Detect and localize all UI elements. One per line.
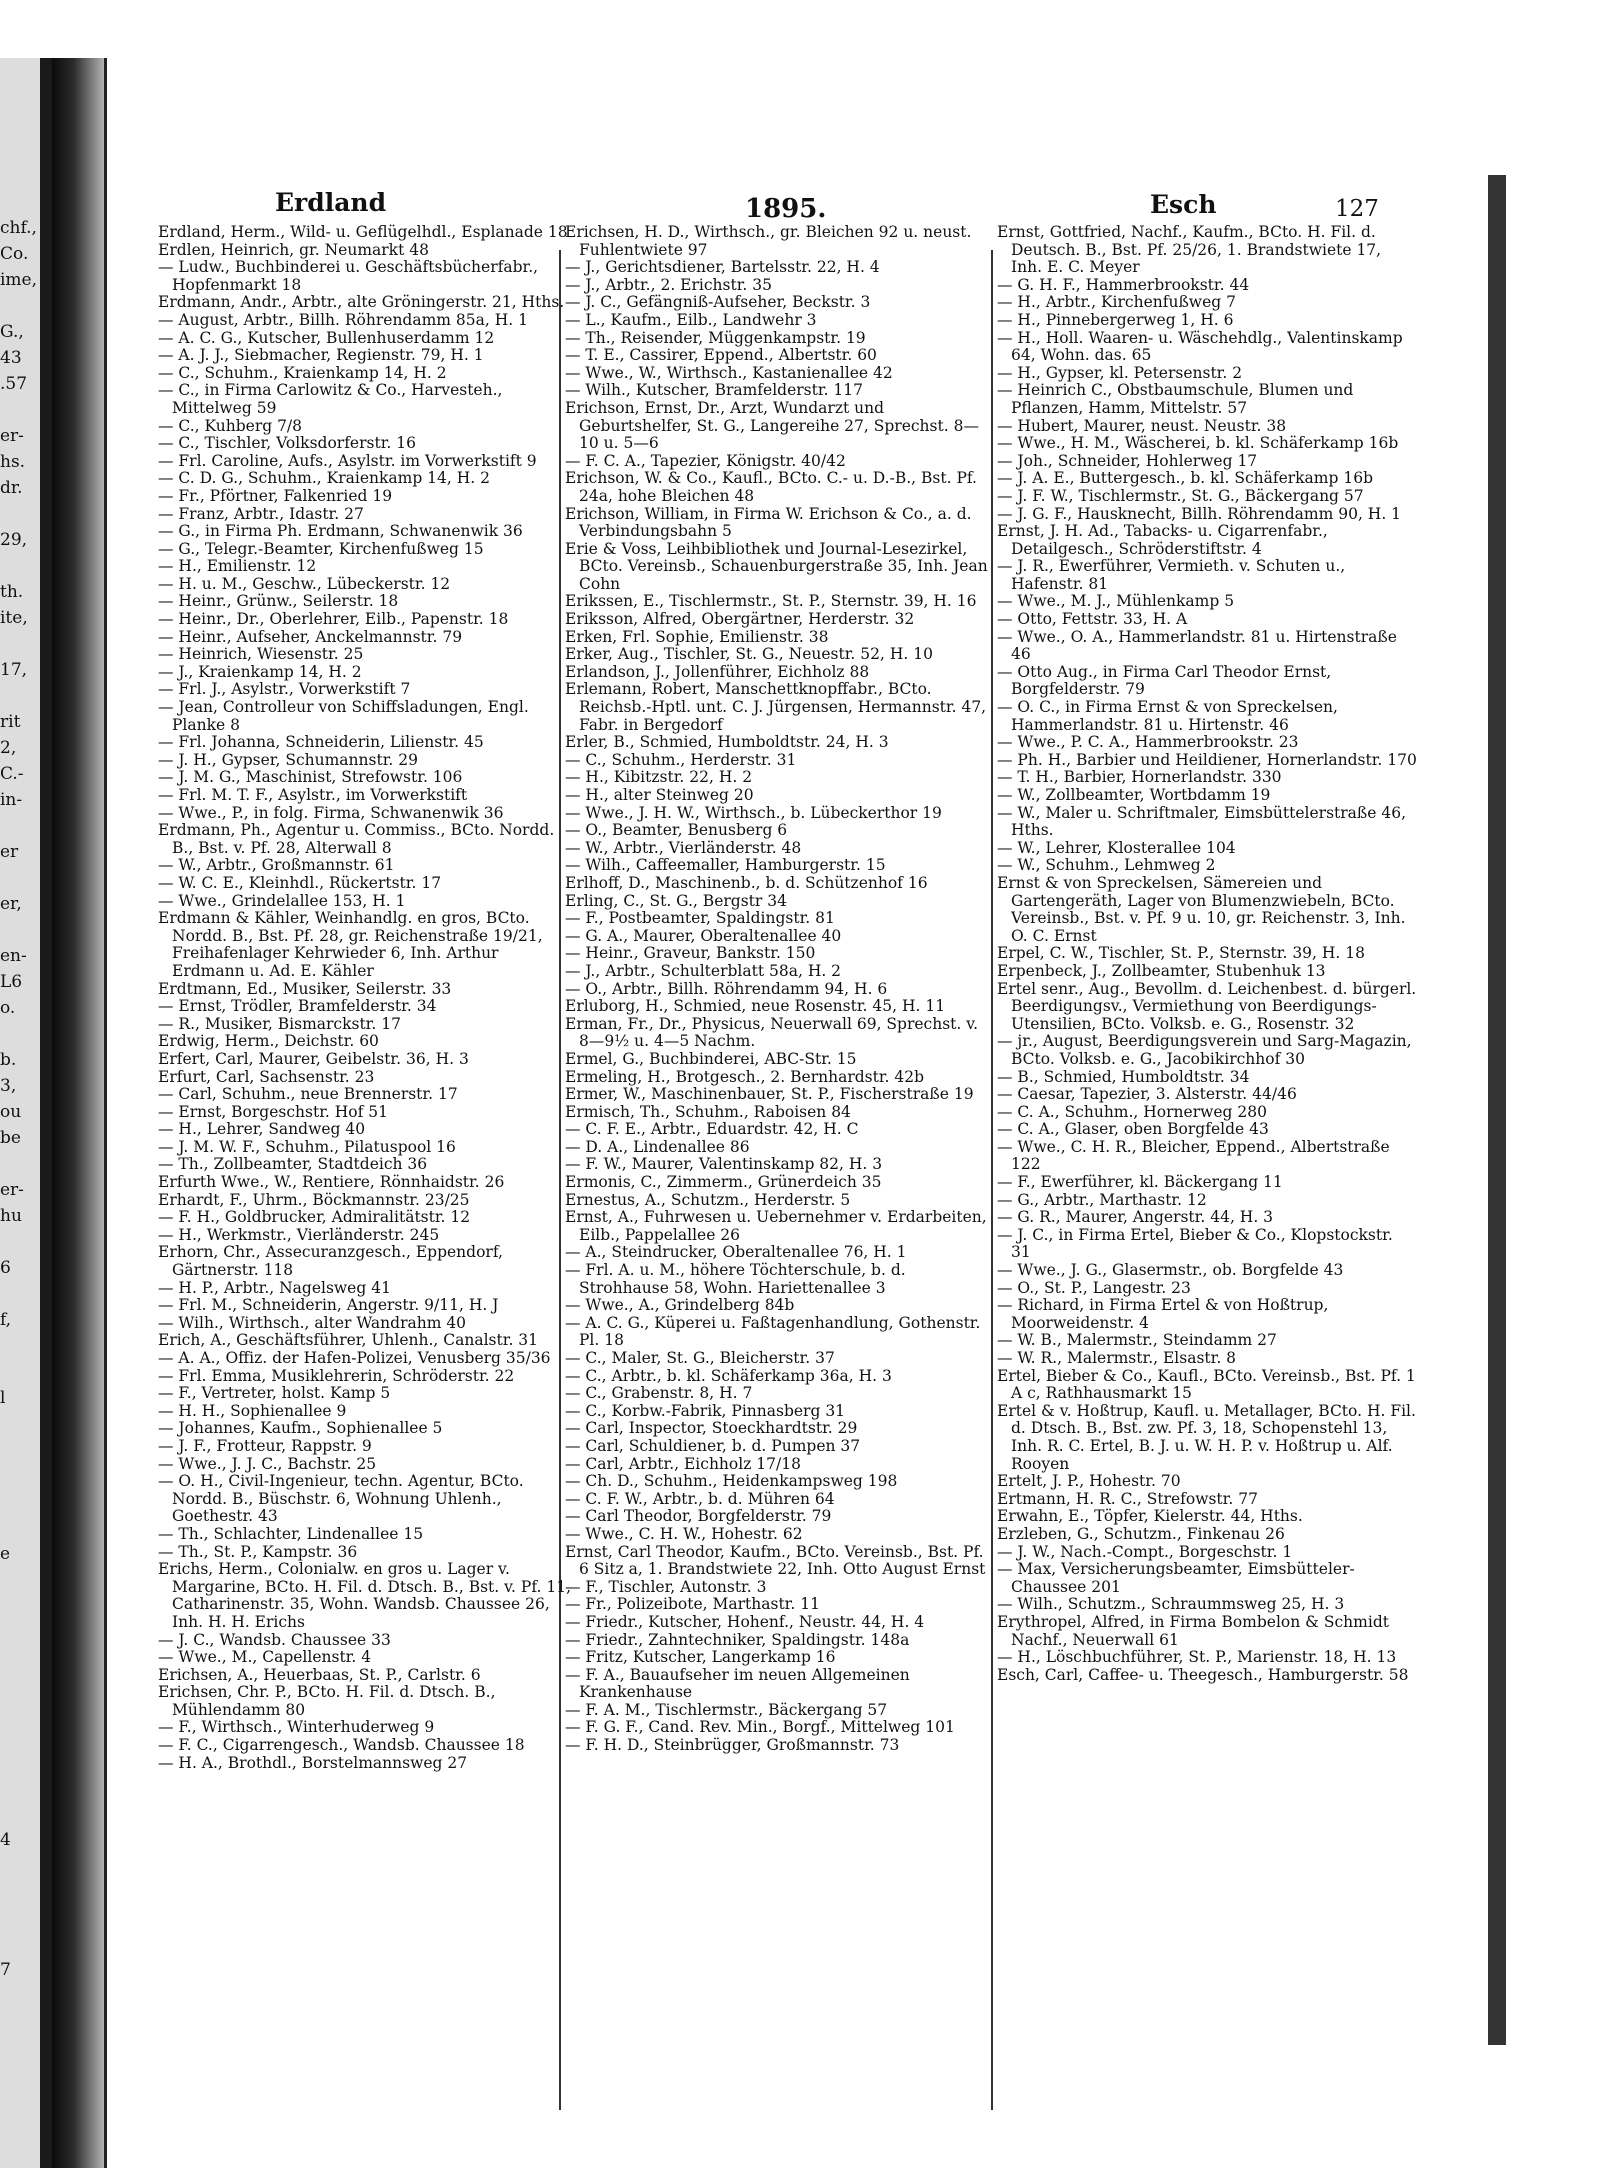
directory-entry: — Friedr., Kutscher, Hohenf., Neustr. 44, H. 4 xyxy=(565,1612,925,1631)
previous-page-fragment: in- xyxy=(0,790,23,810)
directory-entry: — H., Arbtr., Kirchenfußweg 7 xyxy=(997,293,1236,312)
directory-entry: — Friedr., Zahntechniker, Spaldingstr. 148a xyxy=(565,1630,910,1649)
previous-page-fragment xyxy=(0,1645,38,1671)
directory-page xyxy=(130,160,1475,2120)
directory-entry: — G. A., Maurer, Oberaltenallee 40 xyxy=(565,926,842,945)
directory-entry: — Heinrich C., Obstbaumschule, Blumen und Pflanzen, Hamm, Mittelstr. 57 xyxy=(997,381,1354,417)
directory-entry: — Heinr., Aufseher, Anckelmannstr. 79 xyxy=(158,627,463,646)
directory-entry: — Wwe., M., Capellenstr. 4 xyxy=(158,1648,372,1667)
directory-entry: — Wwe., J. G., Glasermstr., ob. Borgfelde 43 xyxy=(997,1261,1344,1280)
directory-entry: — W. R., Malermstr., Elsastr. 8 xyxy=(997,1349,1237,1367)
directory-entry: — Carl, Arbtr., Eichholz 17/18 xyxy=(565,1454,801,1473)
previous-page-fragment xyxy=(0,1775,38,1801)
directory-entry: — Wwe., H. M., Wäscherei, b. kl. Schäferkamp 16b xyxy=(997,434,1399,453)
directory-entry: — H. u. M., Geschw., Lübeckerstr. 12 xyxy=(158,574,451,593)
directory-entry: Erdmann & Kähler, Weinhandlg. en gros, BCto. Nordd. B., Bst. Pf. 28, gr. Reichenstraße 19/21, Freihafenlager Kehrwieder 6, Inh. Arthur Erdmann u. Ad. E. Kähler xyxy=(158,909,543,980)
directory-entry: — J. H., Gypser, Schumannstr. 29 xyxy=(158,750,418,769)
previous-page-fragment: er- xyxy=(0,1180,24,1200)
previous-page-fragment xyxy=(0,1567,38,1593)
directory-entry: — Wwe., A., Grindelberg 84b xyxy=(565,1296,795,1315)
directory-entry: — H., Werkmstr., Vierländerstr. 245 xyxy=(158,1225,440,1244)
directory-entry: — F., Wirthsch., Winterhuderweg 9 xyxy=(158,1718,435,1737)
directory-entry: — Carl, Schuhm., neue Brennerstr. 17 xyxy=(158,1085,458,1104)
directory-entry: — W., Arbtr., Vierländerstr. 48 xyxy=(565,838,802,857)
directory-entry: — B., Schmied, Humboldtstr. 34 xyxy=(997,1067,1250,1086)
directory-entry: — H., Emilienstr. 12 xyxy=(158,557,317,576)
previous-page-fragment: 2, xyxy=(0,738,17,758)
previous-page-fragment: be xyxy=(0,1128,21,1148)
directory-entry: — Carl, Inspector, Stoeckhardtstr. 29 xyxy=(565,1419,858,1438)
directory-entry: — G., in Firma Ph. Erdmann, Schwanenwik 36 xyxy=(158,522,523,541)
directory-entry: — F. A. M., Tischlermstr., Bäckergang 57 xyxy=(565,1700,888,1719)
directory-entry: — Carl Theodor, Borgfelderstr. 79 xyxy=(565,1507,832,1526)
directory-entry: — A., Steindrucker, Oberaltenallee 76, H. 1 xyxy=(565,1243,907,1262)
previous-page-fragment: .57 xyxy=(0,374,28,394)
directory-entry: — O., St. P., Langestr. 23 xyxy=(997,1278,1191,1297)
previous-page-fragment xyxy=(0,683,38,709)
directory-entry: — Ernst, Borgeschstr. Hof 51 xyxy=(158,1102,388,1121)
page-right-edge xyxy=(1488,175,1506,2045)
directory-entry: — O., Arbtr., Billh. Röhrendamm 94, H. 6 xyxy=(565,979,888,998)
directory-entry: — F. W., Maurer, Valentinskamp 82, H. 3 xyxy=(565,1155,883,1174)
directory-entry: — C. A., Glaser, oben Borgfelde 43 xyxy=(997,1120,1269,1139)
previous-page-fragment: ime, xyxy=(0,270,38,290)
directory-entry: — F., Postbeamter, Spaldingstr. 81 xyxy=(565,909,835,928)
directory-entry: — O., Beamter, Benusberg 6 xyxy=(565,821,788,840)
directory-entry: — O. H., Civil-Ingenieur, techn. Agentur, BCto. Nordd. B., Büschstr. 6, Wohnung Uhlenh., Goethestr. 43 xyxy=(158,1472,524,1526)
directory-entry: — Ph. H., Barbier und Heildiener, Hornerlandstr. 170 xyxy=(997,750,1417,769)
directory-entry: — J. C., Gefängniß-Aufseher, Beckstr. 3 xyxy=(565,293,871,312)
previous-page-fragment xyxy=(0,1333,38,1359)
previous-page-fragment xyxy=(0,1853,38,1879)
directory-entry: — H., Gypser, kl. Petersenstr. 2 xyxy=(997,363,1243,382)
previous-page-fragment: o. xyxy=(0,998,16,1018)
directory-entry: — H., Lehrer, Sandweg 40 xyxy=(158,1120,366,1139)
directory-entry: — T. E., Cassirer, Eppend., Albertstr. 60 xyxy=(565,346,877,365)
previous-page-fragment: e xyxy=(0,1544,11,1564)
directory-entry: — J. F., Frotteur, Rappstr. 9 xyxy=(158,1436,372,1455)
directory-entry: Ernst, Carl Theodor, Kaufm., BCto. Vereinsb., Bst. Pf. 6 Sitz a, 1. Brandstwiete 22, Inh. Otto August Ernst xyxy=(565,1542,986,1579)
directory-entry: Erhorn, Chr., Assecuranzgesch., Eppendorf, Gärtnerstr. 118 xyxy=(158,1243,503,1280)
directory-entry: — Wwe., M. J., Mühlenkamp 5 xyxy=(997,592,1235,611)
directory-entry: — Wwe., C. H. R., Bleicher, Eppend., Albertstraße 122 xyxy=(997,1137,1390,1174)
directory-entry: Erler, B., Schmied, Humboldtstr. 24, H. 3 xyxy=(565,733,889,752)
directory-entry: Ernst, J. H. Ad., Tabacks- u. Cigarrenfabr., Detailgesch., Schröderstiftstr. 4 xyxy=(997,522,1328,558)
directory-entry: — C., Schuhm., Kraienkamp 14, H. 2 xyxy=(158,363,447,382)
directory-entry: Erzleben, G., Schutzm., Finkenau 26 xyxy=(997,1524,1285,1543)
directory-entry: — Carl, Schuldiener, b. d. Pumpen 37 xyxy=(565,1436,861,1455)
directory-entry: Erman, Fr., Dr., Physicus, Neuerwall 69, Sprechst. v. 8—9½ u. 4—5 Nachm. xyxy=(565,1014,979,1051)
directory-entry: — Caesar, Tapezier, 3. Alsterstr. 44/46 xyxy=(997,1085,1297,1104)
directory-entry: — G. H. F., Hammerbrookstr. 44 xyxy=(997,275,1250,294)
directory-entry: — F. C. A., Tapezier, Königstr. 40/42 xyxy=(565,451,846,470)
directory-entry: — G. R., Maurer, Angerstr. 44, H. 3 xyxy=(997,1208,1274,1227)
binding-shadow xyxy=(40,58,52,2168)
directory-entry: Erichson, Ernst, Dr., Arzt, Wundarzt und Geburtshelfer, St. G., Langereihe 27, Sprechst. 8—10 u. 5—6 xyxy=(565,398,979,453)
directory-entry: — W. B., Malermstr., Steindamm 27 xyxy=(997,1331,1277,1350)
directory-entry: Erdland, Herm., Wild- u. Geflügelhdl., Esplanade 18 xyxy=(158,223,568,241)
directory-entry: Erluborg, H., Schmied, neue Rosenstr. 45, H. 11 xyxy=(565,997,946,1016)
directory-entry: Erlandson, J., Jollenführer, Eichholz 88 xyxy=(565,662,870,681)
previous-page-fragment xyxy=(0,865,38,891)
directory-entry: Erikssen, E., Tischlermstr., St. P., Sternstr. 39, H. 16 xyxy=(565,592,977,611)
directory-entry: — Frl. Caroline, Aufs., Asylstr. im Vorwerkstift 9 xyxy=(158,451,537,470)
header-right-keyword: Esch xyxy=(1150,190,1217,219)
previous-page-fragment xyxy=(0,397,38,423)
directory-entry: — Th., Zollbeamter, Stadtdeich 36 xyxy=(158,1155,428,1174)
directory-entry: — F., Tischler, Autonstr. 3 xyxy=(565,1577,767,1596)
directory-entry: — R., Musiker, Bismarckstr. 17 xyxy=(158,1014,401,1033)
directory-entry: Erpenbeck, J., Zollbeamter, Stubenhuk 13 xyxy=(997,961,1326,980)
directory-entry: Erichsen, A., Heuerbaas, St. P., Carlstr. 6 xyxy=(158,1665,481,1684)
directory-entry: Erdmann, Andr., Arbtr., alte Gröningerstr. 21, Hths. xyxy=(158,293,565,312)
directory-entry: Erdtmann, Ed., Musiker, Seilerstr. 33 xyxy=(158,979,452,998)
directory-entry: — Wwe., P. C. A., Hammerbrookstr. 23 xyxy=(997,733,1299,752)
directory-entry: — H., Kibitzstr. 22, H. 2 xyxy=(565,768,753,787)
directory-entry: — Ernst, Trödler, Bramfelderstr. 34 xyxy=(158,997,437,1016)
previous-page-fragment xyxy=(0,1229,38,1255)
previous-page-fragment xyxy=(0,553,38,579)
directory-entry: — H., Holl. Waaren- u. Wäschehdlg., Valentinskamp 64, Wohn. das. 65 xyxy=(997,328,1403,365)
previous-page-fragment xyxy=(0,501,38,527)
directory-entry: — F. G. F., Cand. Rev. Min., Borgf., Mittelweg 101 xyxy=(565,1718,955,1737)
previous-page-fragment: dr. xyxy=(0,478,23,498)
page-number: 127 xyxy=(1335,196,1379,222)
directory-entry: Erlhoff, D., Maschinenb., b. d. Schützenhof 16 xyxy=(565,873,928,892)
directory-entry: — A. A., Offiz. der Hafen-Polizei, Venusberg 35/36 xyxy=(158,1349,551,1367)
directory-entry: Erpel, C. W., Tischler, St. P., Sternstr. 39, H. 18 xyxy=(997,944,1365,963)
directory-entry: — Wwe., J. H. W., Wirthsch., b. Lübeckerthor 19 xyxy=(565,803,942,822)
directory-entry: — Frl. Emma, Musiklehrerin, Schröderstr. 22 xyxy=(158,1366,515,1385)
previous-page-fragment: G., xyxy=(0,322,24,342)
directory-entry: Ermisch, Th., Schuhm., Raboisen 84 xyxy=(565,1102,851,1121)
directory-entry: — C., Grabenstr. 8, H. 7 xyxy=(565,1384,753,1403)
directory-entry: — Fritz, Kutscher, Langerkamp 16 xyxy=(565,1648,836,1667)
previous-page-fragment: er xyxy=(0,842,19,862)
previous-page-fragment: 29, xyxy=(0,530,28,550)
directory-entry: Ertel, Bieber & Co., Kaufl., BCto. Vereinsb., Bst. Pf. 1 A c, Rathhausmarkt 15 xyxy=(997,1366,1416,1403)
directory-entry: Erlemann, Robert, Manschettknopffabr., BCto. Reichsb.-Hptl. unt. C. J. Jürgensen, Hermannstr. 47, Fabr. in Bergedorf xyxy=(565,680,987,734)
directory-entry: — O. C., in Firma Ernst & von Spreckelsen, Hammerlandstr. 81 u. Hirtenstr. 46 xyxy=(997,698,1338,734)
previous-page-fragment xyxy=(0,1021,38,1047)
directory-entry: Ermonis, C., Zimmerm., Grünerdeich 35 xyxy=(565,1173,882,1192)
previous-page-fragment: 17, xyxy=(0,660,28,680)
directory-entry: — F. H., Goldbrucker, Admiralitätstr. 12 xyxy=(158,1208,471,1227)
previous-page-fragment: 4 xyxy=(0,1830,11,1850)
previous-page-fragment xyxy=(0,1281,38,1307)
directory-entry: — Otto Aug., in Firma Carl Theodor Ernst, Borgfelderstr. 79 xyxy=(997,662,1332,699)
directory-entry: Erker, Aug., Tischler, St. G., Neuestr. 52, H. 10 xyxy=(565,645,933,664)
previous-page-fragment xyxy=(0,1151,38,1177)
directory-entry: — Frl. J., Asylstr., Vorwerkstift 7 xyxy=(158,680,411,699)
directory-entry: — Richard, in Firma Ertel & von Hoßtrup, Moorweidenstr. 4 xyxy=(997,1296,1329,1332)
directory-entry: Erichs, Herm., Colonialw. en gros u. Lager v. Margarine, BCto. H. Fil. d. Dtsch. B., Bst. v. Pf. 11, Catharinenstr. 35, Wohn. Wandsb. Chaussee 26, Inh. H. H. Erichs xyxy=(158,1560,572,1631)
directory-entry: — G., Telegr.-Beamter, Kirchenfußweg 15 xyxy=(158,539,484,558)
directory-entry: — A. J. J., Siebmacher, Regienstr. 79, H. 1 xyxy=(158,346,484,365)
directory-entry: Erichsen, H. D., Wirthsch., gr. Bleichen 92 u. neust. Fuhlentwiete 97 xyxy=(565,223,972,259)
previous-page-fragment xyxy=(0,293,38,319)
directory-entry: Erythropel, Alfred, in Firma Bombelon & Schmidt Nachf., Neuerwall 61 xyxy=(997,1612,1389,1649)
previous-page-fragment xyxy=(0,1437,38,1463)
directory-entry: — J., Gerichtsdiener, Bartelsstr. 22, H. 4 xyxy=(565,258,880,277)
previous-page-fragment: Co. xyxy=(0,244,29,264)
directory-entry: — Johannes, Kaufm., Sophienallee 5 xyxy=(158,1419,443,1438)
previous-page-fragment: l xyxy=(0,1388,6,1408)
directory-entry: — J. M. W. F., Schuhm., Pilatuspool 16 xyxy=(158,1137,456,1156)
directory-entry: — Wwe., Grindelallee 153, H. 1 xyxy=(158,891,406,910)
directory-entry: — W., Maler u. Schriftmaler, Eimsbüttelerstraße 46, Hths. xyxy=(997,803,1407,840)
directory-entry: — Wwe., O. A., Hammerlandstr. 81 u. Hirtenstraße 46 xyxy=(997,627,1397,664)
previous-page-fragment: rit xyxy=(0,712,21,732)
directory-entry: — L., Kaufm., Eilb., Landwehr 3 xyxy=(565,310,817,329)
directory-entry: — Wilh., Wirthsch., alter Wandrahm 40 xyxy=(158,1313,467,1332)
previous-page-fragment: 7 xyxy=(0,1960,11,1980)
previous-page-fragment: f, xyxy=(0,1310,12,1330)
directory-entry: — H. P., Arbtr., Nagelsweg 41 xyxy=(158,1278,391,1297)
directory-entry: — C., Tischler, Volksdorferstr. 16 xyxy=(158,434,416,453)
previous-page-fragment: ite, xyxy=(0,608,28,628)
directory-entry: — C., Kuhberg 7/8 xyxy=(158,416,303,435)
previous-page-fragment xyxy=(0,1489,38,1515)
directory-entry: — Wwe., C. H. W., Hohestr. 62 xyxy=(565,1524,803,1543)
directory-entry: Erichson, W. & Co., Kaufl., BCto. C.- u. D.-B., Bst. Pf. 24a, hohe Bleichen 48 xyxy=(565,469,977,505)
directory-entry: — W., Lehrer, Klosterallee 104 xyxy=(997,838,1236,857)
directory-entry: — Wwe., J. J. C., Bachstr. 25 xyxy=(158,1454,377,1473)
directory-entry: — F. C., Cigarrengesch., Wandsb. Chaussee 18 xyxy=(158,1736,525,1755)
directory-entry: — Frl. A. u. M., höhere Töchterschule, b. d. Strohhause 58, Wohn. Hariettenallee 3 xyxy=(565,1261,906,1297)
directory-entry: — C., Arbtr., b. kl. Schäferkamp 36a, H. 3 xyxy=(565,1366,892,1385)
directory-entry: — W., Arbtr., Großmannstr. 61 xyxy=(158,856,395,875)
directory-entry: Erie & Voss, Leihbibliothek und Journal-Lesezirkel, BCto. Vereinsb., Schauenburgerstraße 35, Inh. Jean Cohn xyxy=(565,539,988,593)
previous-page-fragment: ou xyxy=(0,1102,22,1122)
previous-page-fragments xyxy=(0,215,38,1983)
previous-page-fragment xyxy=(0,1593,38,1619)
previous-page-fragment: hu xyxy=(0,1206,22,1226)
directory-entry: — Th., Schlachter, Lindenallee 15 xyxy=(158,1524,424,1543)
directory-entry: — C. F. E., Arbtr., Eduardstr. 42, H. C xyxy=(565,1120,859,1139)
directory-entry: — W. C. E., Kleinhdl., Rückertstr. 17 xyxy=(158,873,442,892)
directory-entry: Erdlen, Heinrich, gr. Neumarkt 48 xyxy=(158,240,429,259)
directory-entry: — Heinr., Grünw., Seilerstr. 18 xyxy=(158,592,399,611)
directory-entry: — Frl. M. T. F., Asylstr., im Vorwerkstift xyxy=(158,786,468,804)
directory-entry: Ertel & v. Hoßtrup, Kaufl. u. Metallager, BCto. H. Fil. d. Dtsch. B., Bst. zw. Pf. 3, 18, Schopenstehl 13, Inh. R. C. Ertel, B. J. u. W. H. P. v. Hoßtrup u. Alf. Rooyen xyxy=(997,1401,1416,1473)
directory-entry: — J. A. E., Buttergesch., b. kl. Schäferkamp 16b xyxy=(997,469,1373,488)
directory-entry: Erich, A., Geschäftsführer, Uhlenh., Canalstr. 31 xyxy=(158,1331,539,1350)
directory-entry: Erfurth Wwe., W., Rentiere, Rönnhaidstr. 26 xyxy=(158,1173,505,1192)
directory-entry: — Heinr., Dr., Oberlehrer, Eilb., Papenstr. 18 xyxy=(158,610,509,629)
previous-page-fragment xyxy=(0,1359,38,1385)
column-2 xyxy=(565,224,990,1755)
previous-page-fragment: b. xyxy=(0,1050,17,1070)
directory-entry: Erfert, Carl, Maurer, Geibelstr. 36, H. 3 xyxy=(158,1049,469,1068)
directory-entry: — Wwe., P., in folg. Firma, Schwanenwik 36 xyxy=(158,803,504,822)
directory-entry: — C., Korbw.-Fabrik, Pinnasberg 31 xyxy=(565,1401,846,1420)
directory-entry: Ernst, Gottfried, Nachf., Kaufm., BCto. H. Fil. d. Deutsch. B., Bst. Pf. 25/26, 1. Brandstwiete 17, Inh. E. C. Meyer xyxy=(997,223,1382,277)
directory-entry: Ertelt, J. P., Hohestr. 70 xyxy=(997,1472,1181,1491)
directory-entry: — J. C., in Firma Ertel, Bieber & Co., Klopstockstr. 31 xyxy=(997,1225,1393,1262)
directory-entry: Erwahn, E., Töpfer, Kielerstr. 44, Hths. xyxy=(997,1507,1303,1526)
directory-entry: Erdwig, Herm., Deichstr. 60 xyxy=(158,1032,379,1051)
header-left-keyword: Erdland xyxy=(275,188,387,217)
previous-page-fragment xyxy=(0,1515,38,1541)
previous-page-fragment xyxy=(0,1619,38,1645)
directory-entry: — J. F. W., Tischlermstr., St. G., Bäckergang 57 xyxy=(997,486,1364,505)
directory-entry: — A. C. G., Küperei u. Faßtagenhandlung, Gothenstr. Pl. 18 xyxy=(565,1313,981,1350)
previous-page-fragment xyxy=(0,1697,38,1723)
directory-entry: — Th., Reisender, Müggenkampstr. 19 xyxy=(565,328,866,347)
directory-entry: — D. A., Lindenallee 86 xyxy=(565,1137,750,1156)
directory-entry: — F. H. D., Steinbrügger, Großmannstr. 73 xyxy=(565,1736,900,1755)
previous-page-fragment xyxy=(0,1749,38,1775)
directory-entry: — Wilh., Kutscher, Bramfelderstr. 117 xyxy=(565,381,864,400)
previous-page-fragment xyxy=(0,813,38,839)
previous-page-fragment: 43 xyxy=(0,348,22,368)
book-gutter xyxy=(52,58,106,2168)
directory-entry: — Wilh., Caffeemaller, Hamburgerstr. 15 xyxy=(565,856,886,875)
previous-page-fragment: 6 xyxy=(0,1258,11,1278)
directory-entry: — C. F. W., Arbtr., b. d. Mühren 64 xyxy=(565,1489,835,1508)
previous-page-fragment: er, xyxy=(0,894,22,914)
gutter-line xyxy=(104,58,107,2168)
directory-entry: — Franz, Arbtr., Idastr. 27 xyxy=(158,504,364,523)
directory-entry: — J. M. G., Maschinist, Strefowstr. 106 xyxy=(158,768,463,787)
previous-page-fragment xyxy=(0,1931,38,1957)
directory-entry: Ermel, G., Buchbinderei, ABC-Str. 15 xyxy=(565,1049,857,1068)
directory-entry: — J. C., Wandsb. Chaussee 33 xyxy=(158,1630,391,1649)
previous-page-fragment xyxy=(0,1463,38,1489)
previous-page-fragment xyxy=(0,1411,38,1437)
directory-entry: — H., Pinnebergerweg 1, H. 6 xyxy=(997,310,1234,329)
directory-entry: — Heinrich, Wiesenstr. 25 xyxy=(158,645,364,664)
previous-page-fragment xyxy=(0,1671,38,1697)
previous-page-fragment: L6 xyxy=(0,972,23,992)
directory-entry: Ermer, W., Maschinenbauer, St. P., Fischerstraße 19 xyxy=(565,1085,974,1104)
directory-entry: — Heinr., Graveur, Bankstr. 150 xyxy=(565,944,816,963)
directory-entry: Esch, Carl, Caffee- u. Theegesch., Hamburgerstr. 58 xyxy=(997,1665,1409,1684)
directory-entry: Erdmann, Ph., Agentur u. Commiss., BCto. Nordd. B., Bst. v. Pf. 28, Alterwall 8 xyxy=(158,821,555,857)
directory-entry: Ertmann, H. R. C., Strefowstr. 77 xyxy=(997,1489,1258,1508)
directory-entry: — C., Maler, St. G., Bleicherstr. 37 xyxy=(565,1349,835,1367)
directory-entry: — J. G. F., Hausknecht, Billh. Röhrendamm 90, H. 1 xyxy=(997,504,1402,523)
directory-entry: — C., Schuhm., Herderstr. 31 xyxy=(565,750,797,769)
previous-page-fragment: en- xyxy=(0,946,27,966)
directory-entry: Erichson, William, in Firma W. Erichson & Co., a. d. Verbindungsbahn 5 xyxy=(565,504,972,541)
previous-page-fragment xyxy=(0,1723,38,1749)
previous-page-fragment: C.- xyxy=(0,764,24,784)
directory-entry: — H., alter Steinweg 20 xyxy=(565,786,754,804)
page-header xyxy=(130,160,1475,224)
previous-page-fragment xyxy=(0,1801,38,1827)
directory-entry: Erfurt, Carl, Sachsenstr. 23 xyxy=(158,1067,375,1086)
directory-entry: — C., in Firma Carlowitz & Co., Harvesteh., Mittelweg 59 xyxy=(158,381,503,417)
directory-entry: Erhardt, F., Uhrm., Böckmannstr. 23/25 xyxy=(158,1190,470,1209)
directory-entry: Ermeling, H., Brotgesch., 2. Bernhardstr. 42b xyxy=(565,1067,925,1086)
directory-entry: — Frl. Johanna, Schneiderin, Lilienstr. 45 xyxy=(158,733,484,752)
directory-entry: — Fr., Pförtner, Falkenried 19 xyxy=(158,486,393,505)
directory-entry: Erken, Frl. Sophie, Emilienstr. 38 xyxy=(565,627,829,646)
directory-entry: — F., Ewerführer, kl. Bäckergang 11 xyxy=(997,1173,1283,1192)
previous-page-fragment xyxy=(0,1879,38,1905)
previous-page-fragment: er- xyxy=(0,426,24,446)
directory-entry: — F., Vertreter, holst. Kamp 5 xyxy=(158,1384,391,1403)
previous-page-fragment: chf., xyxy=(0,218,37,238)
directory-entry: — J., Kraienkamp 14, H. 2 xyxy=(158,662,362,681)
previous-page-fragment: hs. xyxy=(0,452,26,472)
directory-entry: — Joh., Schneider, Hohlerweg 17 xyxy=(997,451,1258,470)
directory-entry: — Hubert, Maurer, neust. Neustr. 38 xyxy=(997,416,1287,435)
directory-entry: — Ludw., Buchbinderei u. Geschäftsbücherfabr., Hopfenmarkt 18 xyxy=(158,258,539,294)
previous-page-fragment xyxy=(0,631,38,657)
directory-entry: — Ch. D., Schuhm., Heidenkampsweg 198 xyxy=(565,1472,898,1491)
directory-entry: Ernst, A., Fuhrwesen u. Uebernehmer v. Erdarbeiten, Eilb., Pappelallee 26 xyxy=(565,1208,987,1244)
previous-page-fragment: 3, xyxy=(0,1076,17,1096)
directory-entry: — Frl. M., Schneiderin, Angerstr. 9/11, H. J xyxy=(158,1296,499,1315)
directory-entry: — Jean, Controlleur von Schiffsladungen, Engl. Planke 8 xyxy=(158,698,529,734)
column-divider xyxy=(991,250,993,2110)
directory-entry: — G., Arbtr., Marthastr. 12 xyxy=(997,1190,1207,1209)
directory-entry: — Wilh., Schutzm., Schraummsweg 25, H. 3 xyxy=(997,1595,1345,1614)
directory-entry: Ernestus, A., Schutzm., Herderstr. 5 xyxy=(565,1190,851,1209)
directory-entry: — A. C. G., Kutscher, Bullenhuserdamm 12 xyxy=(158,328,495,347)
previous-page-fragment: th. xyxy=(0,582,24,602)
directory-entry: — jr., August, Beerdigungsverein und Sarg-Magazin, BCto. Volksb. e. G., Jacobikirchhof 30 xyxy=(997,1032,1412,1068)
directory-entry: Ertel senr., Aug., Bevollm. d. Leichenbest. d. bürgerl. Beerdigungsv., Vermiethung von Beerdigungs-Utensilien, BCto. Volksb. e. G., Rosenstr. 32 xyxy=(997,979,1417,1033)
directory-entry: — J., Arbtr., 2. Erichstr. 35 xyxy=(565,275,772,294)
directory-entry: Eriksson, Alfred, Obergärtner, Herderstr. 32 xyxy=(565,610,915,629)
directory-entry: — H., Löschbuchführer, St. P., Marienstr. 18, H. 13 xyxy=(997,1648,1397,1667)
directory-entry: — F. A., Bauaufseher im neuen Allgemeinen Krankenhause xyxy=(565,1665,910,1702)
directory-entry: — H. A., Brothdl., Borstelmannsweg 27 xyxy=(158,1753,468,1772)
directory-entry: Erling, C., St. G., Bergstr 34 xyxy=(565,891,787,910)
directory-entry: — August, Arbtr., Billh. Röhrendamm 85a, H. 1 xyxy=(158,310,528,329)
directory-entry: — J., Arbtr., Schulterblatt 58a, H. 2 xyxy=(565,961,842,980)
column-3 xyxy=(997,224,1417,1684)
header-year: 1895. xyxy=(745,194,827,224)
directory-entry: Ernst & von Spreckelsen, Sämereien und Gartengeräth, Lager von Blumenzwiebeln, BCto. Vereinsb., Bst. v. Pf. 9 u. 10, gr. Reichenstr. 3, Inh. O. C. Ernst xyxy=(997,873,1406,945)
directory-entry: — C. A., Schuhm., Hornerweg 280 xyxy=(997,1102,1267,1121)
directory-entry: — J. R., Ewerführer, Vermieth. v. Schuten u., Hafenstr. 81 xyxy=(997,557,1346,593)
directory-entry: — T. H., Barbier, Hornerlandstr. 330 xyxy=(997,768,1282,787)
directory-entry: — H. H., Sophienallee 9 xyxy=(158,1401,347,1420)
directory-entry: — W., Zollbeamter, Wortbdamm 19 xyxy=(997,786,1271,804)
directory-entry: — W., Schuhm., Lehmweg 2 xyxy=(997,856,1216,875)
previous-page-fragment xyxy=(0,917,38,943)
previous-page-fragment xyxy=(0,1905,38,1931)
directory-entry: — Otto, Fettstr. 33, H. A xyxy=(997,610,1188,629)
directory-entry: — Max, Versicherungsbeamter, Eimsbütteler-Chaussee 201 xyxy=(997,1560,1355,1596)
directory-entry: — Wwe., W., Wirthsch., Kastanienallee 42 xyxy=(565,363,893,382)
directory-entry: Erichsen, Chr. P., BCto. H. Fil. d. Dtsch. B., Mühlendamm 80 xyxy=(158,1683,496,1719)
directory-entry: — C. D. G., Schuhm., Kraienkamp 14, H. 2 xyxy=(158,469,490,488)
column-1 xyxy=(158,224,573,1772)
directory-entry: — J. W., Nach.-Compt., Borgeschstr. 1 xyxy=(997,1542,1293,1561)
directory-entry: — Fr., Polizeibote, Marthastr. 11 xyxy=(565,1595,820,1614)
directory-entry: — Th., St. P., Kampstr. 36 xyxy=(158,1542,358,1561)
